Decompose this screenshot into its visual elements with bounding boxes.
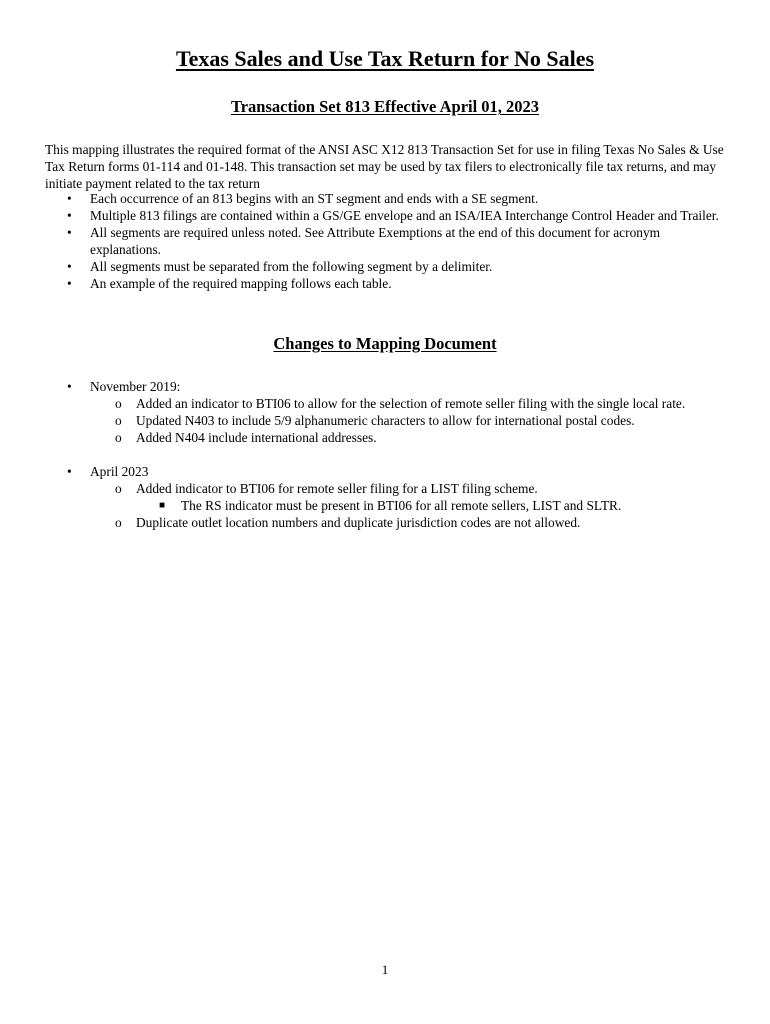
- requirements-list: [45, 190, 725, 292]
- bullet-icon: •: [67, 379, 72, 394]
- changes-heading: Changes to Mapping Document: [273, 334, 497, 353]
- bullet-icon: •: [67, 259, 72, 274]
- change-item: [45, 412, 725, 429]
- bullet-icon: •: [67, 191, 72, 206]
- page-title: Texas Sales and Use Tax Return for No Sales: [175, 46, 595, 71]
- list-item-text: Multiple 813 filings are contained within a GS/GE envelope and an ISA/IEA Interchange Control Header and Trailer.: [90, 208, 719, 223]
- change-item: [45, 480, 725, 497]
- circle-bullet-icon: o: [115, 413, 122, 428]
- change-item-text: Added indicator to BTI06 for remote seller filing for a LIST filing scheme.: [136, 481, 538, 496]
- list-item-text: All segments are required unless noted. See Attribute Exemptions at the end of this document for acronym explanations.: [90, 225, 661, 257]
- bullet-icon: •: [67, 464, 72, 479]
- change-item-text: Updated N403 to include 5/9 alphanumeric characters to allow for international postal codes.: [136, 413, 635, 428]
- list-item: [45, 190, 725, 207]
- list-item: [45, 207, 725, 224]
- change-item: [45, 395, 725, 412]
- change-date: [45, 378, 725, 395]
- list-item: [45, 258, 725, 275]
- list-item-text: All segments must be separated from the following segment by a delimiter.: [90, 259, 493, 274]
- change-date-label: April 2023: [90, 464, 149, 479]
- circle-bullet-icon: o: [115, 396, 122, 411]
- list-item: [45, 224, 725, 258]
- list-item-text: Each occurrence of an 813 begins with an ST segment and ends with a SE segment.: [90, 191, 539, 206]
- change-date: [45, 463, 725, 480]
- change-item: [45, 514, 725, 531]
- change-item-text: Added N404 include international addresses.: [136, 430, 377, 445]
- change-subitem: [45, 497, 725, 514]
- change-item: [45, 429, 725, 446]
- change-subitem-text: The RS indicator must be present in BTI06 for all remote sellers, LIST and SLTR.: [181, 498, 622, 513]
- change-group-november-2019: [45, 378, 725, 446]
- change-item-text: Duplicate outlet location numbers and duplicate jurisdiction codes are not allowed.: [136, 515, 581, 530]
- change-item-text: Added an indicator to BTI06 to allow for the selection of remote seller filing with the single local rate.: [136, 396, 686, 411]
- circle-bullet-icon: o: [115, 515, 122, 530]
- change-group-april-2023: [45, 463, 725, 531]
- bullet-icon: •: [67, 225, 72, 240]
- circle-bullet-icon: o: [115, 430, 122, 445]
- list-item-text: An example of the required mapping follows each table.: [90, 276, 392, 291]
- change-date-label: November 2019:: [90, 379, 181, 394]
- page-number: 1: [381, 962, 389, 977]
- changes-list: [45, 378, 725, 548]
- square-bullet-icon: ■: [159, 500, 166, 511]
- intro-paragraph: This mapping illustrates the required format of the ANSI ASC X12 813 Transaction Set for use in filing Texas No Sales & Use Tax Return forms 01-114 and 01-148. This transaction set may be used by tax filers to electronically file tax returns, and may initiate payment related to the tax return: [45, 142, 724, 191]
- list-item: [45, 275, 725, 292]
- page-subtitle: Transaction Set 813 Effective April 01, 2023: [230, 97, 540, 116]
- bullet-icon: •: [67, 208, 72, 223]
- bullet-icon: •: [67, 276, 72, 291]
- circle-bullet-icon: o: [115, 481, 122, 496]
